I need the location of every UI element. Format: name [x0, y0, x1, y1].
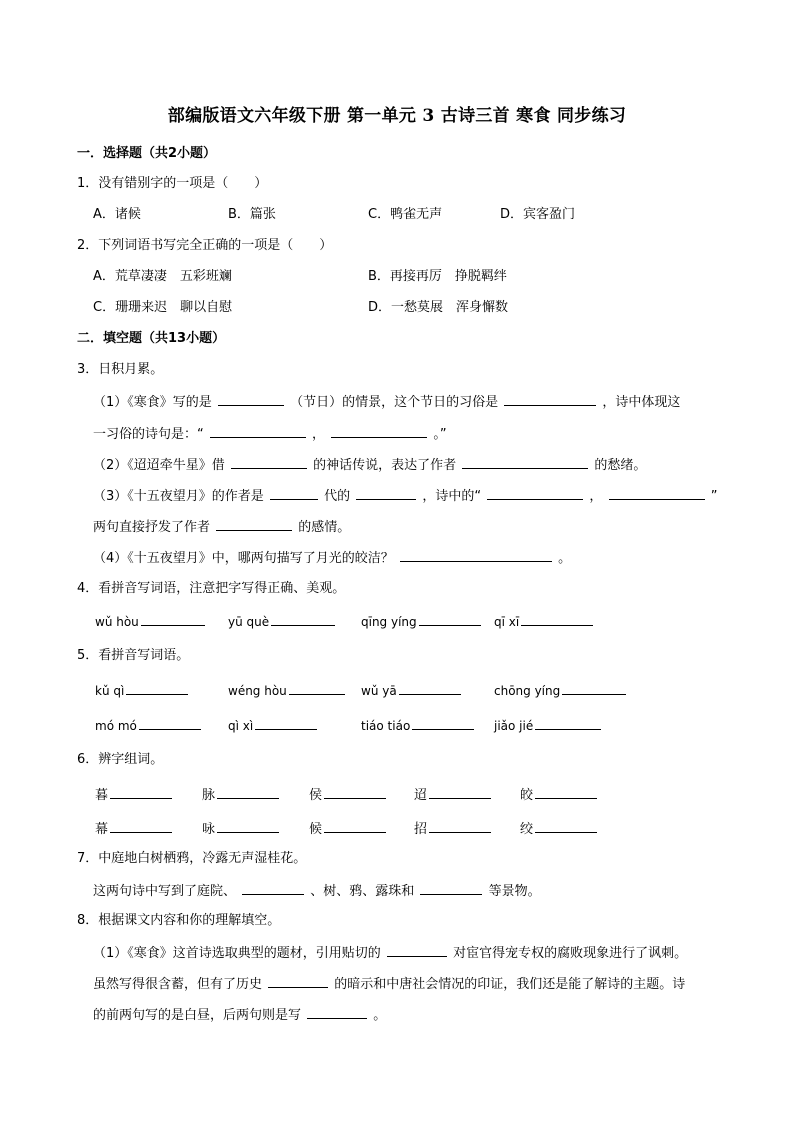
q4-answer-blank-4[interactable] [521, 612, 593, 626]
q8-line-1 [93, 943, 687, 963]
q5-item-6 [228, 716, 319, 735]
q1-option-d[interactable]: D．宾客盈门 [500, 207, 576, 222]
q4-answer-blank-1[interactable] [141, 612, 205, 626]
q3-p3-text-a: （3）《十五夜望月》的作者是 [93, 489, 264, 504]
q3-festival-blank[interactable] [218, 392, 284, 406]
q3-p3-text-c: ，诗中的“ [422, 489, 482, 504]
q5-answer-blank-7[interactable] [412, 716, 474, 730]
q6-item-6 [95, 819, 174, 839]
q8-text-1a: （1）《寒食》这首诗选取典型的题材，引用贴切的 [93, 946, 381, 961]
q5-item-5 [95, 716, 203, 735]
q6-answer-blank-2[interactable] [217, 785, 279, 799]
q5-answer-blank-3[interactable] [399, 681, 461, 695]
page-title: 部编版语文六年级下册 第一单元 3 古诗三首 寒食 同步练习 [167, 106, 627, 126]
q3-line-blank-1[interactable] [487, 486, 583, 500]
q6-item-7 [202, 819, 281, 839]
q4-answer-blank-2[interactable] [271, 612, 335, 626]
q6-answer-blank-3[interactable] [324, 785, 386, 799]
q8-history-blank[interactable] [268, 974, 328, 988]
q6-answer-blank-4[interactable] [429, 785, 491, 799]
q6-char-10: 绞 [520, 822, 534, 837]
q6-char-1: 暮 [95, 788, 109, 803]
q8-text-1b: 对宦官得宠专权的腐败现象进行了讽刺。 [453, 946, 688, 961]
q6-answer-blank-9[interactable] [429, 819, 491, 833]
q6-item-9 [414, 819, 493, 839]
q3-p3-text-e: ” [710, 489, 718, 504]
q3-line-1 [93, 392, 680, 412]
q6-item-2 [202, 785, 281, 805]
q5-item-1 [95, 681, 190, 700]
q5-pinyin-1: kǔ qì [95, 684, 125, 698]
q2-option-b[interactable]: B．再接再厉 挣脱羁绊 [368, 269, 507, 284]
q3-p2-text-b: 的神话传说，表达了作者 [313, 458, 457, 473]
q6-answer-blank-5[interactable] [535, 785, 597, 799]
section-choice-heading: 一．选择题（共2小题） [77, 146, 217, 161]
q6-char-6: 幕 [95, 822, 109, 837]
q3-p1-text-e: ， [312, 427, 326, 442]
q3-p3-text-g: 的感情。 [298, 520, 351, 535]
q8-text-3b: 。 [373, 1008, 387, 1023]
q6-char-5: 皎 [520, 788, 534, 803]
q4-item-3 [361, 612, 483, 631]
q7-blank-2[interactable] [420, 881, 482, 895]
q3-sorrow-blank[interactable] [462, 455, 588, 469]
q3-p4-text-a: （4）《十五夜望月》中，哪两句描写了月光的皎洁？ [93, 551, 394, 566]
q8-text-2a: 虽然写得很含蓄，但有了历史 [93, 977, 263, 992]
q6-char-9: 招 [414, 822, 428, 837]
q3-p3-text-b: 代的 [324, 489, 351, 504]
q3-line-6 [93, 548, 571, 568]
q3-emotion-blank[interactable] [216, 517, 292, 531]
q7-blank-1[interactable] [242, 881, 304, 895]
q6-answer-blank-7[interactable] [217, 819, 279, 833]
q1-option-a[interactable]: A．诸候 [93, 207, 141, 222]
q6-char-2: 脉 [202, 788, 216, 803]
q5-pinyin-6: qì xì [228, 719, 254, 733]
q5-answer-blank-4[interactable] [562, 681, 626, 695]
q4-item-4 [494, 612, 595, 631]
q2-option-d[interactable]: D．一愁莫展 浑身懈数 [368, 300, 509, 315]
q1-stem: 1．没有错别字的一项是（ ） [77, 176, 268, 191]
q3-p1-text-d: 一习俗的诗句是：“ [93, 427, 204, 442]
q3-p3-text-d: ， [589, 489, 603, 504]
section-fill-heading: 二．填空题（共13小题） [77, 331, 226, 346]
q6-char-4: 迢 [414, 788, 428, 803]
q5-answer-blank-2[interactable] [289, 681, 345, 695]
q6-answer-blank-8[interactable] [324, 819, 386, 833]
q5-pinyin-5: mó mó [95, 719, 137, 733]
q3-moonlight-blank[interactable] [400, 548, 552, 562]
q4-stem: 4．看拼音写词语，注意把字写得正确、美观。 [77, 581, 346, 596]
q5-item-8 [494, 716, 603, 735]
q3-stem: 3．日积月累。 [77, 362, 164, 377]
q3-dynasty-blank[interactable] [270, 486, 318, 500]
q8-allusion-blank[interactable] [387, 943, 447, 957]
q4-pinyin-1: wǔ hòu [95, 615, 139, 629]
q4-answer-blank-3[interactable] [419, 612, 481, 626]
q6-item-8 [309, 819, 388, 839]
q3-p4-text-b: 。 [558, 551, 572, 566]
q3-p2-text-a: （2）《迢迢牵牛星》借 [93, 458, 225, 473]
q3-line-3 [93, 455, 646, 475]
q5-answer-blank-5[interactable] [139, 716, 201, 730]
q3-line-5 [93, 517, 350, 537]
q5-pinyin-4: chōng yíng [494, 684, 561, 698]
q5-item-4 [494, 681, 628, 700]
q3-p1-text-a: （1）《寒食》写的是 [93, 395, 212, 410]
q3-custom-blank[interactable] [504, 392, 596, 406]
q3-author-blank[interactable] [356, 486, 416, 500]
q4-pinyin-2: yū què [228, 615, 270, 629]
q3-line-2 [93, 424, 447, 444]
q5-pinyin-7: tiáo tiáo [361, 719, 411, 733]
q5-item-3 [361, 681, 463, 700]
q6-item-5 [520, 785, 599, 805]
q5-stem: 5．看拼音写词语。 [77, 648, 190, 663]
q5-answer-blank-6[interactable] [255, 716, 317, 730]
q8-text-3a: 的前两句写的是白昼，后两句则是写 [93, 1008, 302, 1023]
q3-p1-text-b: （节日）的情景，这个节日的习俗是 [290, 395, 499, 410]
q6-item-3 [309, 785, 388, 805]
q3-line-4 [93, 486, 717, 506]
q7-line [93, 881, 541, 901]
q3-legend-blank[interactable] [231, 455, 307, 469]
q1-option-c[interactable]: C．鸭雀无声 [368, 207, 443, 222]
q5-item-2 [228, 681, 347, 700]
q8-night-blank[interactable] [307, 1005, 367, 1019]
q5-item-7 [361, 716, 476, 735]
q2-stem: 2．下列词语书写完全正确的一项是（ ） [77, 238, 333, 253]
q6-char-7: 咏 [202, 822, 216, 837]
q3-p3-text-f: 两句直接抒发了作者 [93, 520, 211, 535]
q4-pinyin-4: qī xī [494, 615, 520, 629]
q2-option-a[interactable]: A．荒草凄凄 五彩班斓 [93, 269, 232, 284]
q6-item-1 [95, 785, 174, 805]
q8-line-2 [93, 974, 685, 994]
q8-line-3 [93, 1005, 386, 1025]
q3-verse-blank-1[interactable] [210, 424, 306, 438]
q3-p2-text-c: 的愁绪。 [594, 458, 647, 473]
q5-answer-blank-1[interactable] [126, 681, 188, 695]
q6-char-8: 候 [309, 822, 323, 837]
q5-answer-blank-8[interactable] [535, 716, 601, 730]
q6-char-3: 侯 [309, 788, 323, 803]
q3-verse-blank-2[interactable] [331, 424, 427, 438]
q7-stem: 7．中庭地白树栖鸦，冷露无声湿桂花。 [77, 851, 307, 866]
q8-text-2b: 的暗示和中唐社会情况的印证，我们还是能了解诗的主题。诗 [334, 977, 686, 992]
q5-pinyin-2: wéng hòu [228, 684, 287, 698]
q6-answer-blank-10[interactable] [535, 819, 597, 833]
q3-line-blank-2[interactable] [609, 486, 705, 500]
q3-p1-text-f: 。” [433, 427, 447, 442]
q7-text-b: 、树、鸦、露珠和 [310, 884, 415, 899]
q6-stem: 6．辨字组词。 [77, 752, 164, 767]
q4-item-2 [228, 612, 337, 631]
q8-stem: 8．根据课文内容和你的理解填空。 [77, 913, 281, 928]
q4-pinyin-3: qīng yíng [361, 615, 417, 629]
q1-option-b[interactable]: B．篇张 [228, 207, 276, 222]
q6-answer-blank-6[interactable] [110, 819, 172, 833]
q4-item-1 [95, 612, 207, 631]
q2-option-c[interactable]: C．珊珊来迟 聊以自慰 [93, 300, 233, 315]
q5-pinyin-3: wǔ yā [361, 684, 397, 698]
q5-pinyin-8: jiǎo jié [494, 719, 534, 733]
q7-text-a: 这两句诗中写到了庭院、 [93, 884, 237, 899]
q6-item-10 [520, 819, 599, 839]
q6-item-4 [414, 785, 493, 805]
q7-text-c: 等景物。 [488, 884, 541, 899]
q3-p1-text-c: ，诗中体现这 [602, 395, 681, 410]
q6-answer-blank-1[interactable] [110, 785, 172, 799]
